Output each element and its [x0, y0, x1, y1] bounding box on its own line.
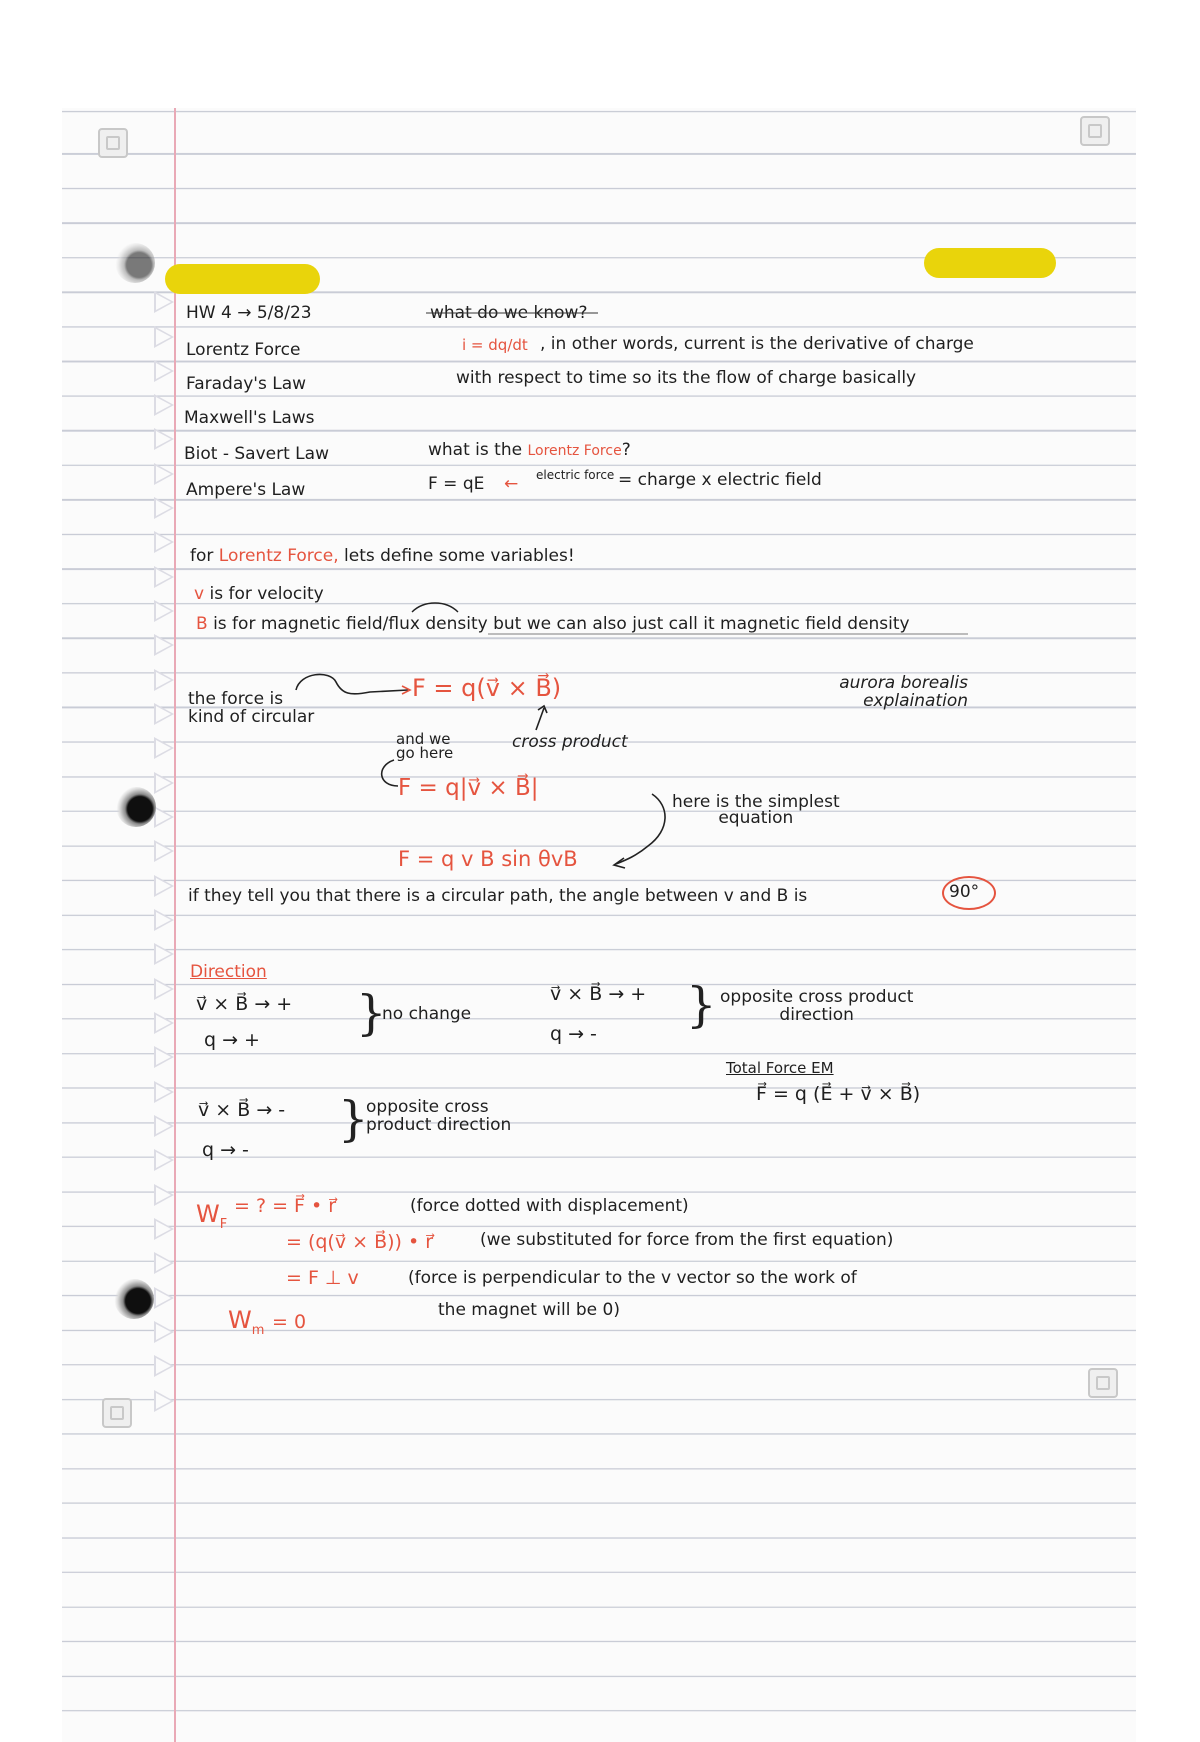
go-here-arrow — [382, 760, 398, 786]
force-side-note: the force is kind of circular — [188, 689, 315, 727]
work-magnet-symbol: W — [228, 1306, 252, 1334]
side-note-arrow — [296, 674, 408, 693]
electric-force-rhs: = charge x electric field — [618, 470, 822, 490]
cross-product-label: cross product — [512, 732, 628, 752]
current-text: , in other words, current is the derivative of charge — [540, 334, 974, 354]
sine-equation: F = q v B sin θvB — [398, 847, 578, 871]
magnitude-equation: F = q|v⃗ × B⃗| — [398, 775, 539, 801]
case3-note: opposite cross product direction — [366, 1097, 512, 1135]
topic-item: Faraday's Law — [186, 374, 307, 394]
topic-item: HW 4 → 5/8/23 — [186, 303, 312, 323]
topic-item: Maxwell's Laws — [184, 408, 315, 428]
define-post: lets define some variables! — [344, 546, 575, 566]
lorentz-question-suffix: ? — [621, 440, 631, 460]
angle-value: 90° — [949, 882, 980, 902]
flux-curve — [412, 603, 458, 612]
case3-charge: q → - — [202, 1139, 249, 1161]
case1-brace: } — [356, 985, 387, 1041]
case1-cross: v⃗ × B⃗ → + — [196, 993, 293, 1015]
case2-cross: v⃗ × B⃗ → + — [550, 983, 647, 1005]
aurora-note: aurora borealis explaination — [839, 673, 968, 711]
cross-product-arrow — [536, 708, 544, 730]
direction-title: Direction — [190, 962, 267, 982]
electric-force-tag: electric force — [536, 468, 615, 482]
current-text-2: with respect to time so its the flow of charge basically — [456, 368, 917, 388]
work-line2-equation: = (q(v⃗ × B⃗)) • r⃗ — [286, 1231, 434, 1253]
velocity-symbol: v — [194, 584, 205, 604]
circular-path-text: if they tell you that there is a circular path, the angle between v and B is — [188, 886, 808, 906]
case2-charge: q → - — [550, 1023, 597, 1045]
work-line1-equation: = ? = F⃗ • r⃗ — [234, 1195, 337, 1217]
simplest-equation-note: here is the simplest equation — [672, 792, 840, 828]
topic-item: Ampere's Law — [186, 480, 306, 500]
current-equation: i = dq/dt — [462, 336, 528, 354]
work-line2-note: (we substituted for force from the first equation) — [480, 1230, 894, 1250]
left-arrow-icon: ← — [504, 474, 519, 494]
simplest-bracket — [616, 794, 665, 864]
define-term: Lorentz Force, — [218, 546, 339, 566]
work-line3-equation: = F ⊥ v — [286, 1267, 359, 1289]
case2-note: opposite cross product direction — [720, 987, 914, 1025]
lorentz-equation: F = q(v⃗ × B⃗) — [412, 674, 562, 702]
know-heading: what do we know? — [430, 303, 588, 323]
case3-cross: v⃗ × B⃗ → - — [198, 1099, 286, 1121]
work-force-subscript: F — [219, 1216, 228, 1232]
lorentz-question-term: Lorentz Force — [527, 443, 622, 459]
case3-brace: } — [338, 1091, 369, 1147]
work-magnet-value: = 0 — [272, 1311, 307, 1333]
work-line1-note: (force dotted with displacement) — [410, 1196, 689, 1216]
work-line3-note: (force is perpendicular to the v vector so the work of — [408, 1268, 857, 1288]
total-force-title: Total Force EM — [726, 1059, 834, 1077]
case1-charge: q → + — [204, 1029, 260, 1051]
b-field-definition: is for magnetic field/flux density but we can also just call it magnetic field density — [213, 614, 910, 634]
work-magnet-subscript: m — [251, 1322, 265, 1338]
total-force-equation: F⃗ = q (E⃗ + v⃗ × B⃗) — [756, 1083, 921, 1105]
and-we-go-here-note: and we go here — [396, 730, 454, 762]
electric-force-equation: F = qE — [428, 474, 485, 494]
define-prefix: for — [190, 546, 214, 566]
work-line3-note-cont: the magnet will be 0) — [438, 1300, 620, 1320]
lorentz-question-prefix: what is the — [428, 440, 523, 460]
topic-item: Biot - Savert Law — [184, 444, 329, 464]
b-field-symbol: B — [196, 614, 208, 634]
topic-item: Lorentz Force — [186, 340, 301, 360]
case1-note: no change — [382, 1004, 472, 1024]
work-force-symbol: W — [196, 1200, 220, 1228]
case2-brace: } — [686, 977, 717, 1033]
velocity-definition: is for velocity — [209, 584, 324, 604]
